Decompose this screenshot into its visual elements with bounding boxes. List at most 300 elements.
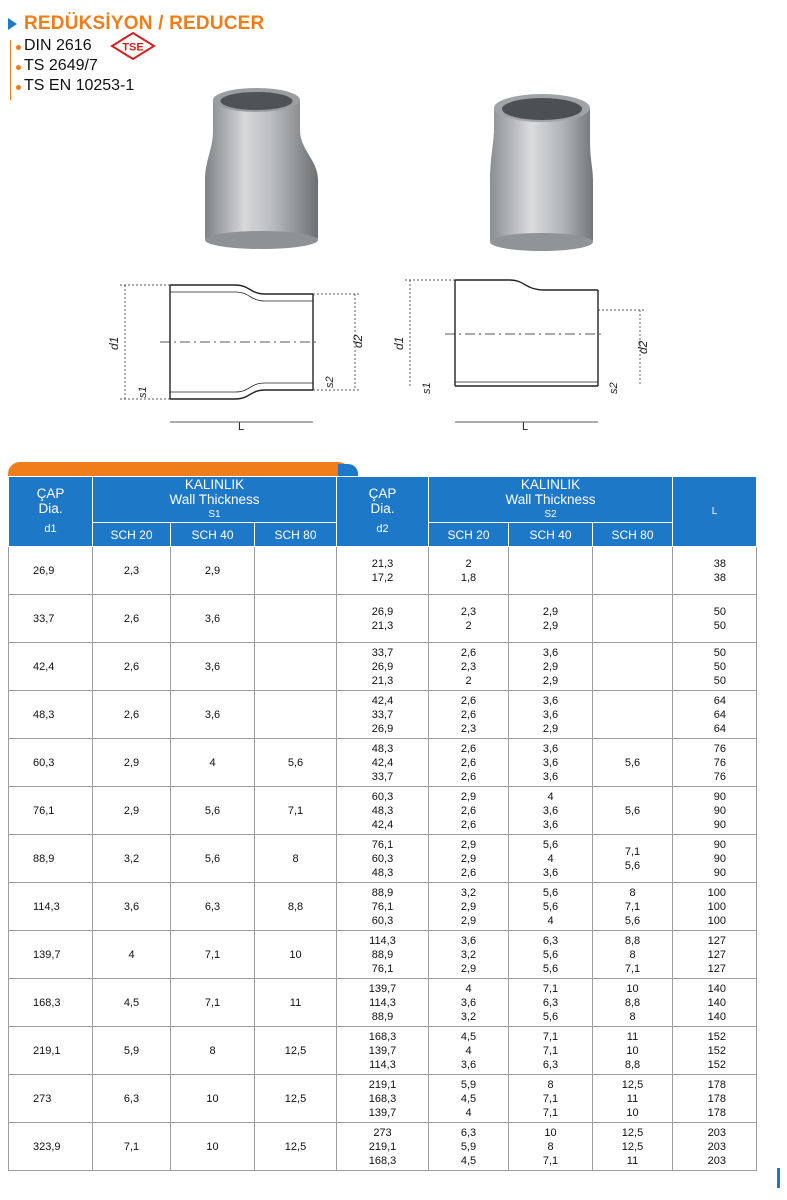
cell-s1-sch20: 6,3 <box>93 1075 171 1123</box>
cell-s1-sch40: 10 <box>171 1123 255 1171</box>
cell-s2-sch80 <box>593 979 673 1027</box>
cell-s1-sch80 <box>255 547 337 595</box>
cell-d2-value: 139,7 <box>368 1106 397 1119</box>
cell-s2-sch20 <box>429 643 509 691</box>
cell-L-value: 90 <box>713 818 726 831</box>
cell-L-value: 127 <box>707 934 726 947</box>
cell-s2-sch20 <box>429 1075 509 1123</box>
cell-s1-sch80: 8 <box>255 835 337 883</box>
cell-s1-sch80: 12,5 <box>255 1027 337 1075</box>
cell-s2-sch20 <box>429 835 509 883</box>
cell-L-value: 203 <box>707 1154 726 1167</box>
header-cap-d1 <box>9 477 93 547</box>
cell-d2-value: 88,9 <box>371 1010 394 1023</box>
cell-d1: 76,1 <box>9 787 93 835</box>
cell-s2-sch20-value: 2,6 <box>460 708 477 721</box>
cell-s2-sch20-value: 2 <box>465 619 472 632</box>
cell-s1-sch40: 7,1 <box>171 979 255 1027</box>
cell-d2-value: 139,7 <box>368 1044 397 1057</box>
label-d2: d2 <box>351 334 365 348</box>
cell-d2-value: 42,4 <box>371 694 394 707</box>
cell-s2-sch40-value: 5,6 <box>542 1010 559 1023</box>
cell-s2-sch40-value: 10 <box>544 1126 557 1139</box>
cell-L <box>673 1027 757 1075</box>
cell-s2-sch80 <box>593 883 673 931</box>
cell-L <box>673 787 757 835</box>
cell-s2-sch40-value: 7,1 <box>542 1154 559 1167</box>
eccentric-drawing <box>405 280 645 422</box>
cell-L <box>673 979 757 1027</box>
cell-d1: 88,9 <box>9 835 93 883</box>
table-row <box>9 595 757 643</box>
cell-s2-sch80 <box>593 595 673 643</box>
dimensions-table <box>8 476 757 1171</box>
cell-s2-sch20-value: 2,9 <box>460 790 477 803</box>
concentric-drawing <box>120 285 360 422</box>
table-row <box>9 739 757 787</box>
cell-s2-sch80-value: 8 <box>629 948 636 961</box>
table-row <box>9 1123 757 1171</box>
label-d1: d1 <box>107 336 121 350</box>
cell-s2-sch20 <box>429 547 509 595</box>
cell-d2-value: 219,1 <box>368 1140 397 1153</box>
cell-L-value: 76 <box>713 756 726 769</box>
table-row <box>9 643 757 691</box>
cell-L-value: 90 <box>713 790 726 803</box>
cell-L <box>673 931 757 979</box>
cell-L-value: 203 <box>707 1126 726 1139</box>
cell-s2-sch80-value: 11 <box>626 1154 639 1167</box>
cell-s2-sch40-value: 5,6 <box>542 962 559 975</box>
cell-L-value: 203 <box>707 1140 726 1153</box>
cell-s2-sch40 <box>509 883 593 931</box>
label-L-ecc: L <box>522 421 529 433</box>
cell-s2-sch80-value: 12,5 <box>621 1078 644 1091</box>
cell-s2-sch40 <box>509 1027 593 1075</box>
cell-L-value: 140 <box>707 1010 726 1023</box>
cell-s2-sch40 <box>509 1075 593 1123</box>
cell-s2-sch80-value: 5,6 <box>624 756 641 769</box>
cell-s2-sch40-value: 4 <box>547 790 554 803</box>
table-row <box>9 883 757 931</box>
table-row <box>9 547 757 595</box>
cell-d2-value: 88,9 <box>371 886 394 899</box>
header-wall1: Wall Thickness <box>169 492 260 507</box>
cell-s1-sch80: 10 <box>255 931 337 979</box>
header-s1-sch20: SCH 20 <box>93 523 171 547</box>
cell-L-value: 100 <box>707 914 726 927</box>
header-dia1: Dia. <box>38 501 63 516</box>
cell-s2-sch20-value: 3,2 <box>460 1010 477 1023</box>
table-row <box>9 979 757 1027</box>
cell-s2-sch80-value: 5,6 <box>624 914 641 927</box>
cell-s2-sch80-value: 5,6 <box>624 859 641 872</box>
cell-s2-sch40-value: 6,3 <box>542 996 559 1009</box>
cell-d2-value: 26,9 <box>371 660 394 673</box>
cell-L-value: 76 <box>713 770 726 783</box>
bullet-icon <box>16 45 21 50</box>
cell-s2-sch40-value: 3,6 <box>542 708 559 721</box>
cell-s2-sch40 <box>509 595 593 643</box>
cell-d2-value: 114,3 <box>369 996 396 1009</box>
cell-s1-sch20: 5,9 <box>93 1027 171 1075</box>
cell-s1-sch80: 11 <box>255 979 337 1027</box>
cell-s2-sch40-value: 4 <box>547 914 554 927</box>
cell-s1-sch80: 12,5 <box>255 1075 337 1123</box>
cell-s2-sch20-value: 3,2 <box>460 886 477 899</box>
cell-d2-value: 33,7 <box>371 646 394 659</box>
cell-s2-sch80-value: 11 <box>626 1092 639 1105</box>
cell-d2-value: 114,3 <box>369 934 396 947</box>
cell-d2-value: 21,3 <box>371 557 394 570</box>
cell-s2-sch20 <box>429 1123 509 1171</box>
cell-s2-sch80-value: 8,8 <box>624 996 641 1009</box>
cell-s2-sch80 <box>593 1027 673 1075</box>
cell-d2-value: 17,2 <box>371 571 394 584</box>
cell-d2-value: 26,9 <box>371 722 394 735</box>
cell-s2-sch80-value: 8,8 <box>624 934 641 947</box>
cell-s2-sch80-value: 10 <box>626 1106 639 1119</box>
cell-s2-sch20 <box>429 787 509 835</box>
cell-L-value: 38 <box>713 557 726 570</box>
technical-drawings <box>0 262 787 452</box>
cell-s2-sch20-value: 2,6 <box>460 770 477 783</box>
cell-L-value: 178 <box>707 1092 726 1105</box>
standard-ts: TS 2649/7 <box>24 57 98 74</box>
cell-s2-sch40 <box>509 787 593 835</box>
label-s1: s1 <box>137 386 149 398</box>
cell-d2 <box>337 1027 429 1075</box>
cell-s2-sch80-value: 10 <box>626 1044 639 1057</box>
cell-s2-sch80-value: 12,5 <box>621 1140 644 1153</box>
cell-d2 <box>337 547 429 595</box>
cell-s1-sch40: 7,1 <box>171 931 255 979</box>
cell-s2-sch20-value: 2,9 <box>460 900 477 913</box>
cell-s2-sch20-value: 1,8 <box>460 571 477 584</box>
standard-din: DIN 2616 <box>24 37 92 54</box>
cell-s2-sch40-value: 3,6 <box>542 866 559 879</box>
cell-L-value: 178 <box>707 1078 726 1091</box>
cell-s2-sch20-value: 2,3 <box>460 605 477 618</box>
label-d2-ecc: d2 <box>636 340 650 354</box>
cell-s2-sch20 <box>429 1027 509 1075</box>
cell-s2-sch20-value: 4,5 <box>460 1092 477 1105</box>
cell-s1-sch80: 8,8 <box>255 883 337 931</box>
cell-L <box>673 1123 757 1171</box>
cell-s2-sch40-value: 2,9 <box>542 605 559 618</box>
cell-s2-sch80-value: 10 <box>626 982 639 995</box>
cell-s1-sch20: 2,9 <box>93 787 171 835</box>
standard-item <box>8 56 308 76</box>
cell-s2-sch20-value: 2,9 <box>460 962 477 975</box>
cell-s2-sch40 <box>509 547 593 595</box>
cell-s1-sch40: 3,6 <box>171 595 255 643</box>
cell-s2-sch20-value: 4 <box>465 1106 472 1119</box>
cell-s2-sch80 <box>593 1075 673 1123</box>
cell-L <box>673 883 757 931</box>
cell-L <box>673 595 757 643</box>
cell-s2-sch40-value: 5,6 <box>542 948 559 961</box>
cell-s2-sch20-value: 4 <box>465 1044 472 1057</box>
cell-s2-sch40-value: 7,1 <box>542 1044 559 1057</box>
cell-s2-sch80 <box>593 643 673 691</box>
cell-d1: 42,4 <box>9 643 93 691</box>
header-dia2: Dia. <box>370 501 395 516</box>
header-s1-sch80: SCH 80 <box>255 523 337 547</box>
cell-d2-value: 60,3 <box>371 852 394 865</box>
cell-L-value: 152 <box>707 1044 726 1057</box>
table-row <box>9 835 757 883</box>
header-cap1: ÇAP <box>36 486 65 501</box>
cell-s2-sch40 <box>509 1123 593 1171</box>
cell-d2 <box>337 883 429 931</box>
cell-d2 <box>337 1075 429 1123</box>
header-s2: S2 <box>544 509 557 520</box>
cell-d1: 168,3 <box>9 979 93 1027</box>
cell-d1: 48,3 <box>9 691 93 739</box>
label-d1-ecc: d1 <box>392 336 406 350</box>
cell-s2-sch80-value: 7,1 <box>624 962 641 975</box>
cell-d2 <box>337 979 429 1027</box>
cell-s2-sch40-value: 2,9 <box>542 674 559 687</box>
cell-d2-value: 219,1 <box>368 1078 397 1091</box>
cell-L-value: 50 <box>713 646 726 659</box>
cell-s2-sch80 <box>593 739 673 787</box>
cell-s2-sch40 <box>509 979 593 1027</box>
cell-s2-sch20-value: 2,6 <box>460 756 477 769</box>
cell-s2-sch40-value: 7,1 <box>542 1106 559 1119</box>
cell-d2-value: 48,3 <box>371 804 394 817</box>
cell-L <box>673 691 757 739</box>
table-row <box>9 931 757 979</box>
cell-L-value: 64 <box>713 722 726 735</box>
cell-s1-sch40: 4 <box>171 739 255 787</box>
cell-d2-value: 273 <box>373 1126 392 1139</box>
header-kalinlik2: KALINLIK <box>520 477 581 492</box>
cell-d2-value: 76,1 <box>371 838 394 851</box>
cell-s2-sch40 <box>509 739 593 787</box>
cell-s2-sch20-value: 2 <box>465 674 472 687</box>
cell-L-value: 64 <box>713 694 726 707</box>
cell-s2-sch40 <box>509 931 593 979</box>
cell-s2-sch20-value: 2 <box>465 557 472 570</box>
cell-s2-sch20-value: 2,6 <box>460 646 477 659</box>
cell-s2-sch20 <box>429 883 509 931</box>
cell-L-value: 127 <box>707 948 726 961</box>
header-kalinlik1: KALINLIK <box>184 477 245 492</box>
cell-s2-sch80 <box>593 1123 673 1171</box>
cell-s2-sch20-value: 4,5 <box>460 1030 477 1043</box>
cell-d2-value: 114,3 <box>369 1058 396 1071</box>
cell-s2-sch40-value: 3,6 <box>542 804 559 817</box>
cell-d2-value: 48,3 <box>371 866 394 879</box>
cell-d2-value: 168,3 <box>368 1092 397 1105</box>
cell-s2-sch20 <box>429 691 509 739</box>
cell-d2-value: 48,3 <box>371 742 394 755</box>
cell-L-value: 64 <box>713 708 726 721</box>
cell-s2-sch20-value: 5,9 <box>460 1078 477 1091</box>
cell-L-value: 90 <box>713 852 726 865</box>
cell-L-value: 152 <box>707 1030 726 1043</box>
cell-L-value: 90 <box>713 804 726 817</box>
standard-ts-en: TS EN 10253-1 <box>24 77 135 94</box>
header-s2-sch20: SCH 20 <box>429 523 509 547</box>
cell-s2-sch40-value: 8 <box>547 1140 554 1153</box>
cell-s2-sch20-value: 2,6 <box>460 742 477 755</box>
cell-s2-sch80-value: 8 <box>629 886 636 899</box>
dimensions-table-wrap <box>8 462 756 1182</box>
tse-logo-text: TSE <box>121 41 144 54</box>
cell-s2-sch20-value: 3,2 <box>460 948 477 961</box>
cell-s2-sch40 <box>509 835 593 883</box>
cell-d1: 60,3 <box>9 739 93 787</box>
cell-s2-sch20 <box>429 595 509 643</box>
cell-s2-sch80-value: 7,1 <box>624 900 641 913</box>
cell-s2-sch40-value: 8 <box>547 1078 554 1091</box>
cell-d2 <box>337 835 429 883</box>
cell-s2-sch20-value: 2,9 <box>460 852 477 865</box>
header-d2: d2 <box>376 523 389 535</box>
cell-s1-sch20: 2,6 <box>93 691 171 739</box>
cell-L-value: 50 <box>713 605 726 618</box>
cell-s2-sch20-value: 2,3 <box>460 660 477 673</box>
cell-d2-value: 21,3 <box>371 619 394 632</box>
header-kalinlik-s2 <box>429 477 673 523</box>
cell-s2-sch40-value: 3,6 <box>542 770 559 783</box>
cell-L-value: 127 <box>707 962 726 975</box>
eccentric-reducer-photo <box>490 94 593 251</box>
cell-s1-sch80: 12,5 <box>255 1123 337 1171</box>
cell-s2-sch40-value: 6,3 <box>542 1058 559 1071</box>
cell-s2-sch40-value: 5,6 <box>542 838 559 851</box>
cell-d2 <box>337 787 429 835</box>
cell-s1-sch40: 5,6 <box>171 787 255 835</box>
bullet-icon <box>16 65 21 70</box>
cell-L-value: 100 <box>707 900 726 913</box>
header-kalinlik-s1 <box>93 477 337 523</box>
cell-s2-sch20 <box>429 739 509 787</box>
label-s2-ecc: s2 <box>608 382 620 394</box>
cell-d2 <box>337 1123 429 1171</box>
cell-d2-value: 76,1 <box>371 900 394 913</box>
cell-s1-sch40: 5,6 <box>171 835 255 883</box>
cell-s1-sch40: 3,6 <box>171 643 255 691</box>
cell-s1-sch20: 3,6 <box>93 883 171 931</box>
cell-L-value: 152 <box>707 1058 726 1071</box>
cell-s2-sch40-value: 7,1 <box>542 982 559 995</box>
table-row <box>9 787 757 835</box>
cell-s1-sch80: 5,6 <box>255 739 337 787</box>
cell-d2-value: 21,3 <box>371 674 394 687</box>
cell-s1-sch80 <box>255 643 337 691</box>
table-row <box>9 691 757 739</box>
cell-s2-sch40-value: 2,9 <box>542 619 559 632</box>
cell-d2-value: 26,9 <box>371 605 394 618</box>
cell-d1: 33,7 <box>9 595 93 643</box>
label-s2: s2 <box>324 376 336 388</box>
cell-L-value: 140 <box>707 996 726 1009</box>
cell-s2-sch40 <box>509 643 593 691</box>
cell-s2-sch20-value: 2,9 <box>460 838 477 851</box>
page-edge-marker <box>777 1168 780 1188</box>
cell-L-value: 50 <box>713 660 726 673</box>
cell-s2-sch80-value: 8 <box>629 1010 636 1023</box>
cell-s1-sch40: 10 <box>171 1075 255 1123</box>
cell-d2-value: 88,9 <box>371 948 394 961</box>
cell-s2-sch40-value: 2,9 <box>542 722 559 735</box>
cell-s2-sch20-value: 3,6 <box>460 996 477 1009</box>
label-L: L <box>238 421 245 433</box>
cell-s2-sch20-value: 5,9 <box>460 1140 477 1153</box>
cell-s1-sch20: 3,2 <box>93 835 171 883</box>
label-s1-ecc: s1 <box>421 382 433 394</box>
cell-L-value: 178 <box>707 1106 726 1119</box>
cell-s1-sch40: 8 <box>171 1027 255 1075</box>
cell-L-value: 90 <box>713 866 726 879</box>
cell-s1-sch80 <box>255 691 337 739</box>
cell-s2-sch40 <box>509 691 593 739</box>
cell-s1-sch40: 3,6 <box>171 691 255 739</box>
cell-s2-sch20-value: 4,5 <box>460 1154 477 1167</box>
cell-s2-sch80-value: 11 <box>626 1030 639 1043</box>
cell-d2 <box>337 739 429 787</box>
cell-s1-sch20: 4,5 <box>93 979 171 1027</box>
cell-d2-value: 60,3 <box>371 790 394 803</box>
cell-s1-sch20: 2,6 <box>93 643 171 691</box>
page-title: REDÜKSİYON / REDUCER <box>24 13 265 34</box>
cell-L-value: 50 <box>713 674 726 687</box>
cell-s2-sch80 <box>593 547 673 595</box>
cell-d1: 323,9 <box>9 1123 93 1171</box>
cell-s2-sch40-value: 7,1 <box>542 1092 559 1105</box>
cell-s2-sch40-value: 3,6 <box>542 742 559 755</box>
concentric-reducer-photo <box>205 88 318 249</box>
cell-s2-sch80-value: 8,8 <box>624 1058 641 1071</box>
cell-d2-value: 139,7 <box>368 982 397 995</box>
cell-L-value: 50 <box>713 619 726 632</box>
cell-s2-sch80 <box>593 787 673 835</box>
cell-d1: 219,1 <box>9 1027 93 1075</box>
cell-s2-sch80 <box>593 835 673 883</box>
header-cap2: ÇAP <box>368 486 397 501</box>
cell-d2-value: 33,7 <box>371 708 394 721</box>
cell-s2-sch40-value: 4 <box>547 852 554 865</box>
table-row <box>9 1027 757 1075</box>
cell-d1: 26,9 <box>9 547 93 595</box>
cell-s2-sch20-value: 2,6 <box>460 694 477 707</box>
cell-L <box>673 643 757 691</box>
cell-s2-sch80 <box>593 691 673 739</box>
cell-d2-value: 60,3 <box>371 914 394 927</box>
cell-s1-sch80 <box>255 595 337 643</box>
cell-s2-sch20-value: 3,6 <box>460 934 477 947</box>
cell-L-value: 38 <box>713 571 726 584</box>
cell-s2-sch20-value: 2,6 <box>460 804 477 817</box>
cell-d2 <box>337 595 429 643</box>
cell-d2-value: 42,4 <box>371 818 394 831</box>
cell-s2-sch20-value: 6,3 <box>460 1126 477 1139</box>
cell-s2-sch20-value: 4 <box>465 982 472 995</box>
cell-d2 <box>337 643 429 691</box>
header-L: L <box>673 477 757 547</box>
cell-d2 <box>337 931 429 979</box>
cell-L <box>673 547 757 595</box>
cell-L-value: 90 <box>713 838 726 851</box>
cell-s1-sch20: 2,9 <box>93 739 171 787</box>
cell-s2-sch20 <box>429 979 509 1027</box>
cell-s2-sch80-value: 7,1 <box>624 845 641 858</box>
header-s1: S1 <box>208 509 221 520</box>
